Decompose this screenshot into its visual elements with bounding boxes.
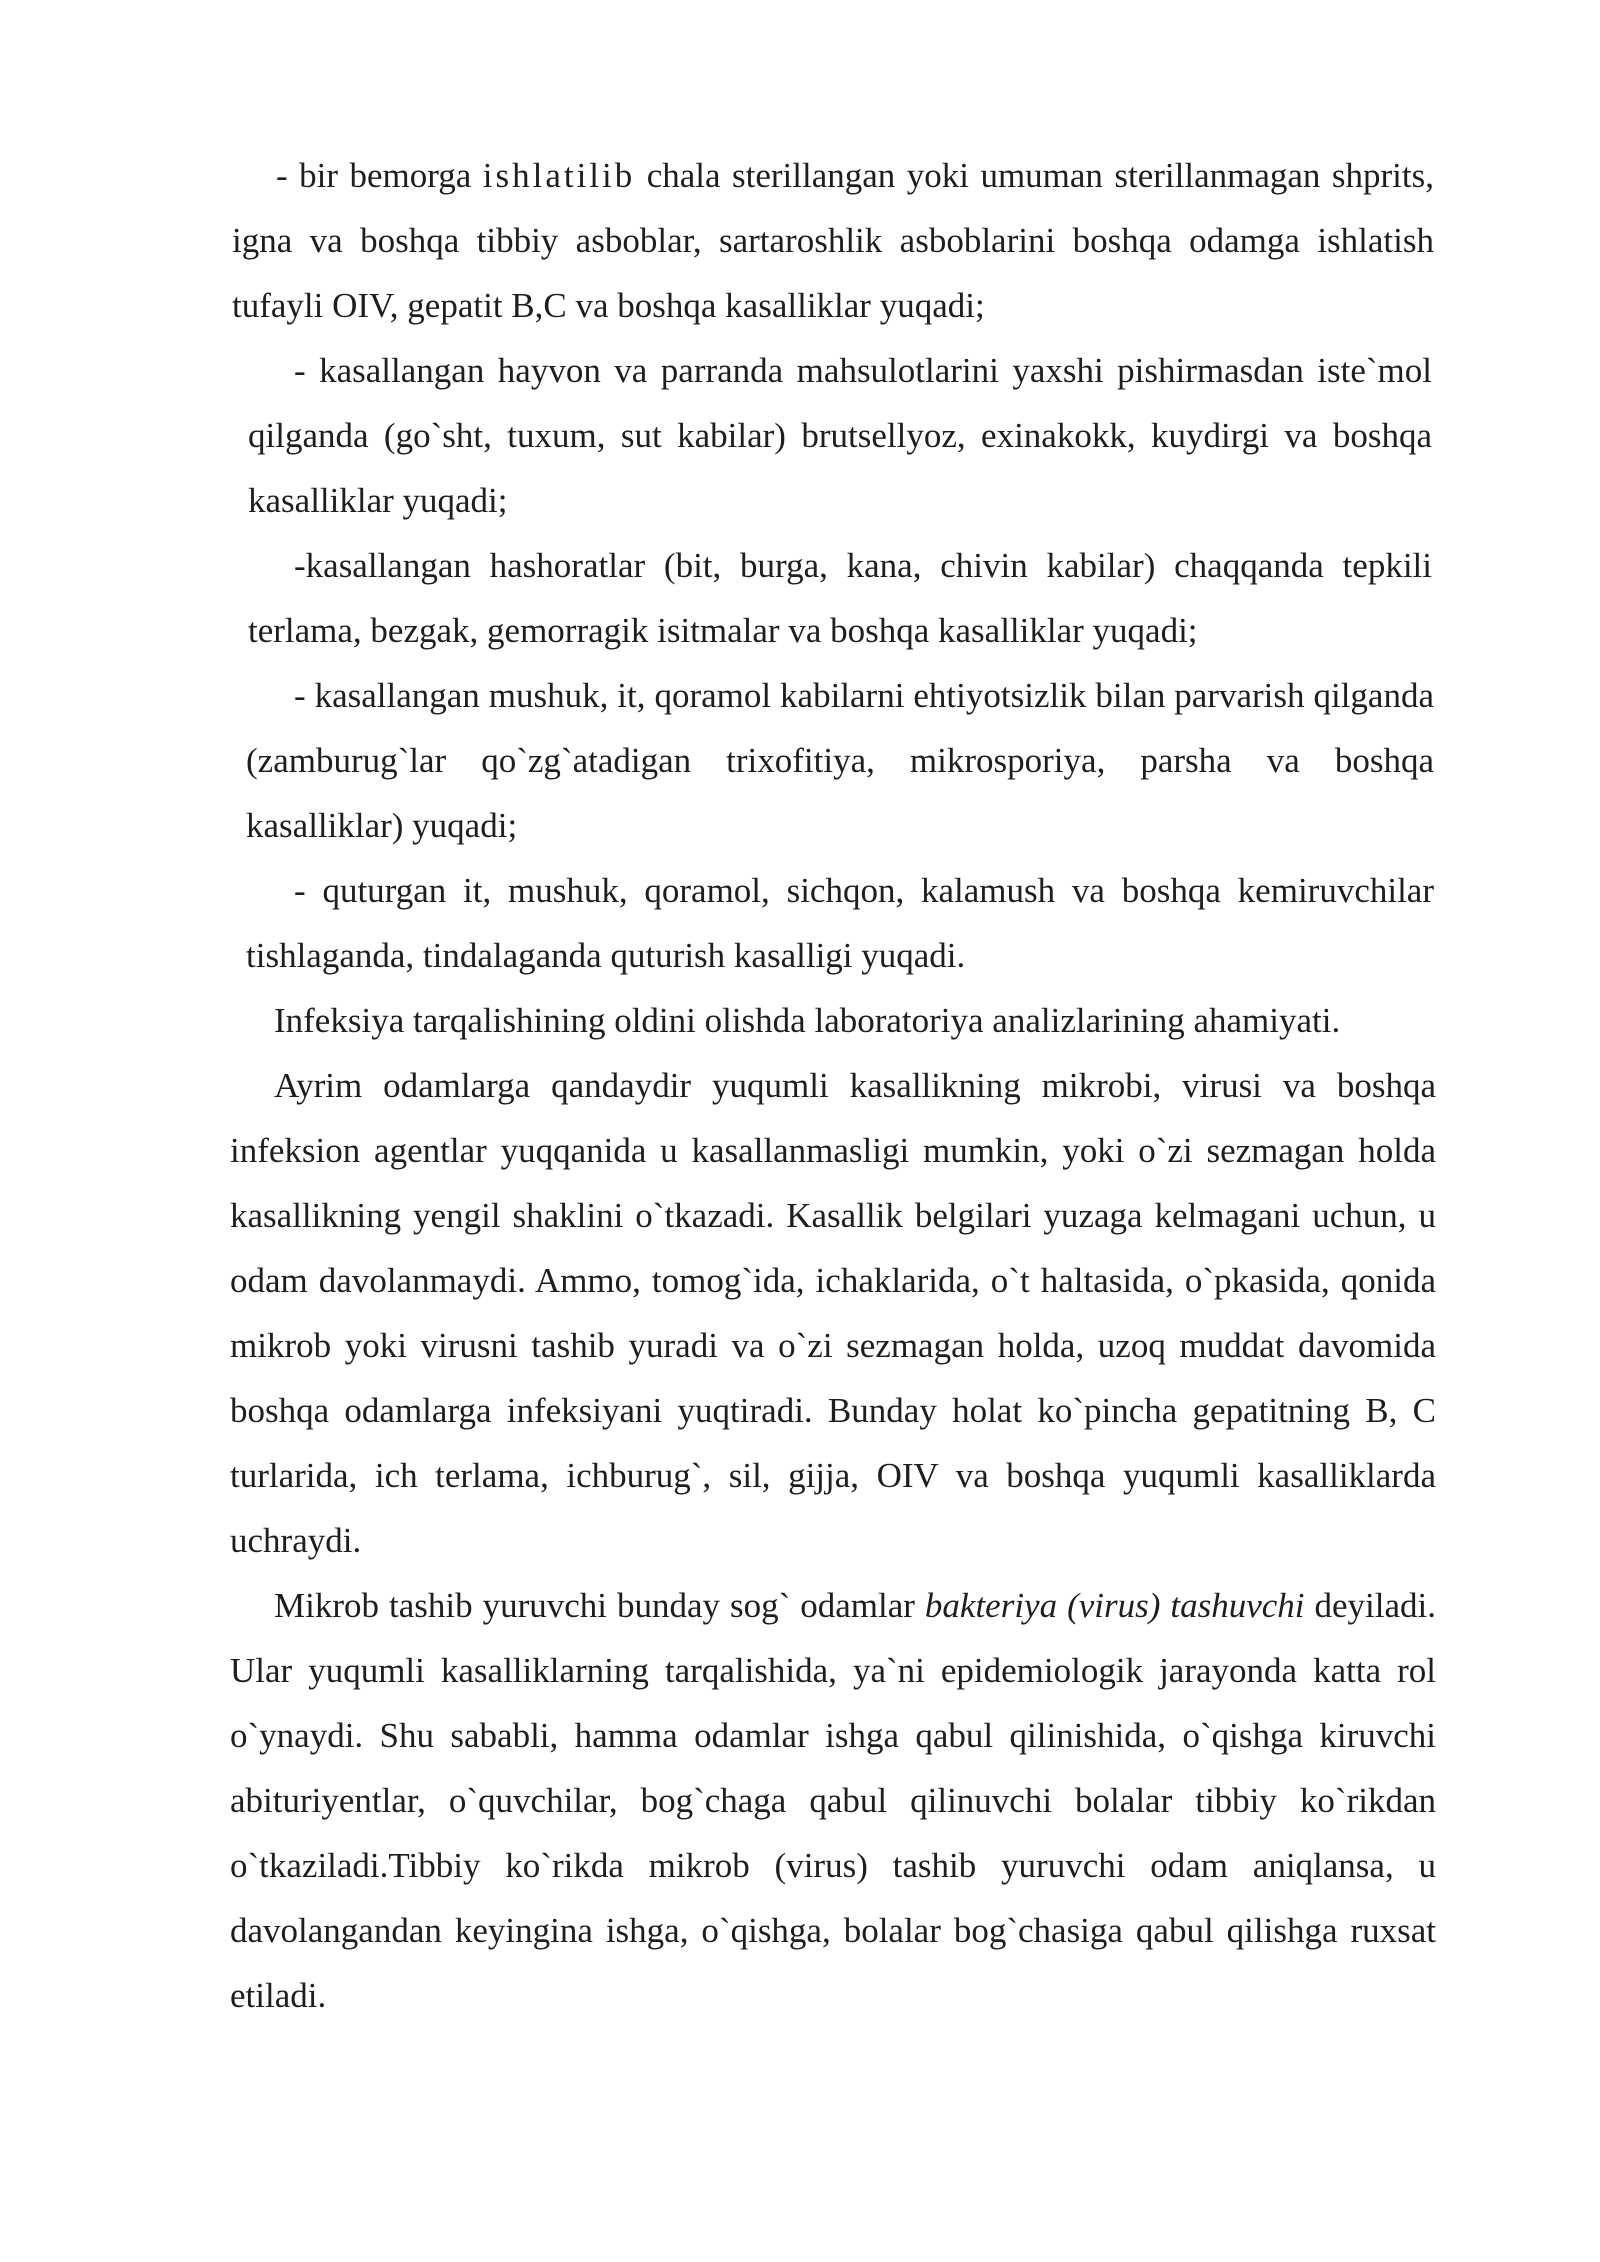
paragraph-asymptomatic-carriers: Ayrim odamlarga qandaydir yuqumli kasallikning mikrobi, virusi va boshqa infeksion agentlar yuqqanida u kasallanmasligi mumkin, yoki o`zi sezmagan holda kasallikning yengil shaklini o`tkazadi. Kasallik belgilari yuzaga kelmagani uchun, u odam davolanmaydi. Ammo, tomog`ida, ichaklarida, o`t haltasida, o`pkasida, qonida mikrob yoki virusni tashib yuradi va o`zi sezmagan holda, uzoq muddat davomida boshqa odamlarga infeksiyani yuqtiradi. Bunday holat ko`pincha gepatitning B, C turlarida, ich terlama, ichburug`, sil, gijja, OIV va boshqa yuqumli kasalliklarda uchraydi. bbox=[230, 1066, 1436, 1560]
paragraph-lab-analysis-heading: Infeksiya tarqalishining oldini olishda laboratoriya analizlarining ahamiyati. bbox=[274, 1001, 1341, 1040]
paragraph-rest-text: chala sterillangan yoki umuman sterillanmagan shprits, igna va boshqa tibbiy asboblar, sartaroshlik asboblarini boshqa odamga ishlatish tufayli OIV, gepatit B,C va boshqa kasalliklar yuqadi; bbox=[232, 156, 1434, 325]
paragraph-syringe-transmission bbox=[232, 143, 1434, 338]
italic-term: bakteriya (virus) tashuvchi bbox=[924, 1586, 1305, 1625]
letter-spaced-word: ishlatilib bbox=[482, 156, 636, 195]
paragraph-animal-products: - kasallangan hayvon va parranda mahsulotlarini yaxshi pishirmasdan iste`mol qilganda (go`sht, tuxum, sut kabilar) brutsellyoz, exinakokk, kuydirgi va boshqa kasalliklar yuqadi; bbox=[248, 351, 1432, 520]
paragraph-rabies: - quturgan it, mushuk, qoramol, sichqon, kalamush va boshqa kemiruvchilar tishlaganda, tindalaganda quturish kasalligi yuqadi. bbox=[246, 871, 1434, 975]
paragraph-carrier-definition bbox=[230, 1573, 1436, 2028]
paragraph-lead-text: Mikrob tashib yuruvchi bunday sog` odamlar bbox=[274, 1586, 925, 1625]
paragraph-insect-bites: -kasallangan hashoratlar (bit, burga, kana, chivin kabilar) chaqqanda tepkili terlama, bezgak, gemorragik isitmalar va boshqa kasalliklar yuqadi; bbox=[248, 546, 1432, 650]
paragraph-lead-text: - bir bemorga bbox=[276, 156, 483, 195]
paragraph-pet-care: - kasallangan mushuk, it, qoramol kabilarni ehtiyotsizlik bilan parvarish qilganda (zamburug`lar qo`zg`atadigan trixofitiya, mikrosporiya, parsha va boshqa kasalliklar) yuqadi; bbox=[246, 676, 1434, 845]
paragraph-rest-text: deyiladi. Ular yuqumli kasalliklarning tarqalishida, ya`ni epidemiologik jarayonda katta rol o`ynaydi. Shu sababli, hamma odamlar ishga qabul qilinishida, o`qishga kiruvchi abituriyentlar, o`quvchilar, bog`chaga qabul qilinuvchi bolalar tibbiy ko`rikdan o`tkaziladi.Tibbiy ko`rikda mikrob (virus) tashib yuruvchi odam aniqlansa, u davolangandan keyingina ishga, o`qishga, bolalar bog`chasiga qabul qilishga ruxsat etiladi. bbox=[230, 1586, 1436, 2015]
